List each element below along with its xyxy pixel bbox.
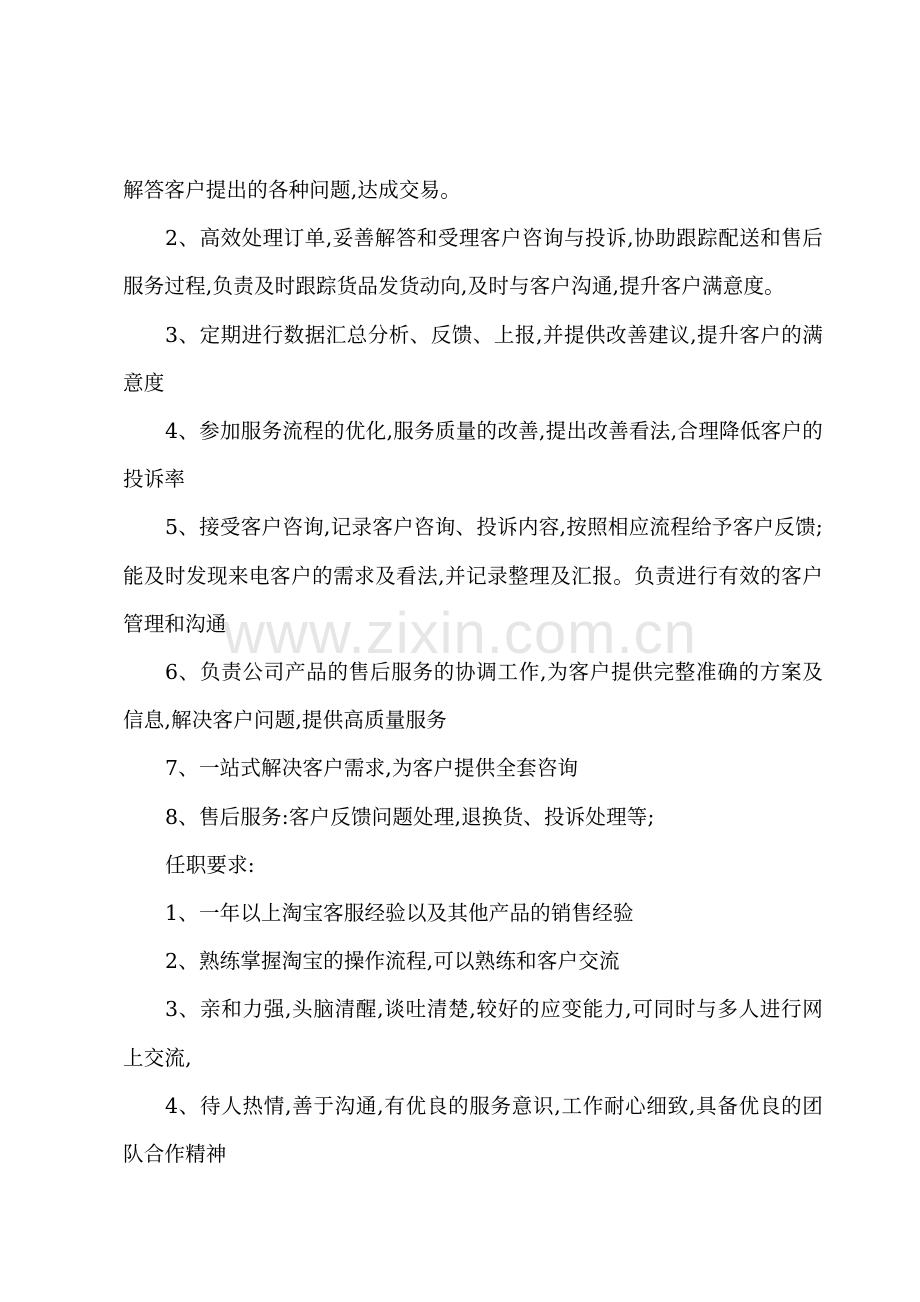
paragraph-requirement-3: 3、亲和力强,头脑清醒,谈吐清楚,较好的应变能力,可同时与多人进行网上交流, bbox=[123, 997, 823, 1070]
paragraph-duty-8: 8、售后服务:客户反馈问题处理,退换货、投诉处理等; bbox=[165, 804, 655, 829]
section-heading-requirements: 任职要求: bbox=[165, 852, 255, 877]
paragraph-duty-5: 5、接受客户咨询,记录客户咨询、投诉内容,按照相应流程给予客户反馈;能及时发现来电客户的需求及看法,并记录整理及汇报。负责进行有效的客户管理和沟通 bbox=[123, 515, 823, 636]
watermark: www.zixin.com.cn bbox=[223, 601, 697, 666]
paragraph-duty-2: 2、高效处理订单,妥善解答和受理客户咨询与投诉,协助跟踪配送和售后服务过程,负责及时跟踪货品发货动向,及时与客户沟通,提升客户满意度。 bbox=[123, 226, 823, 299]
paragraph-requirement-2: 2、熟练掌握淘宝的操作流程,可以熟练和客户交流 bbox=[165, 949, 620, 974]
paragraph-duty-7: 7、一站式解决客户需求,为客户提供全套咨询 bbox=[165, 756, 579, 781]
paragraph-continuation: 解答客户提出的各种问题,达成交易。 bbox=[123, 178, 461, 202]
paragraph-duty-6: 6、负责公司产品的售后服务的协调工作,为客户提供完整准确的方案及信息,解决客户问题,提供高质量服务 bbox=[123, 660, 823, 733]
paragraph-requirement-4: 4、待人热情,善于沟通,有优良的服务意识,工作耐心细致,具备优良的团队合作精神 bbox=[123, 1093, 823, 1167]
document-body bbox=[123, 166, 823, 1178]
paragraph-duty-4: 4、参加服务流程的优化,服务质量的改善,提出改善看法,合理降低客户的投诉率 bbox=[123, 419, 823, 492]
paragraph-requirement-1: 1、一年以上淘宝客服经验以及其他产品的销售经验 bbox=[165, 901, 634, 926]
paragraph-duty-3: 3、定期进行数据汇总分析、反馈、上报,并提供改善建议,提升客户的满意度 bbox=[123, 322, 823, 395]
